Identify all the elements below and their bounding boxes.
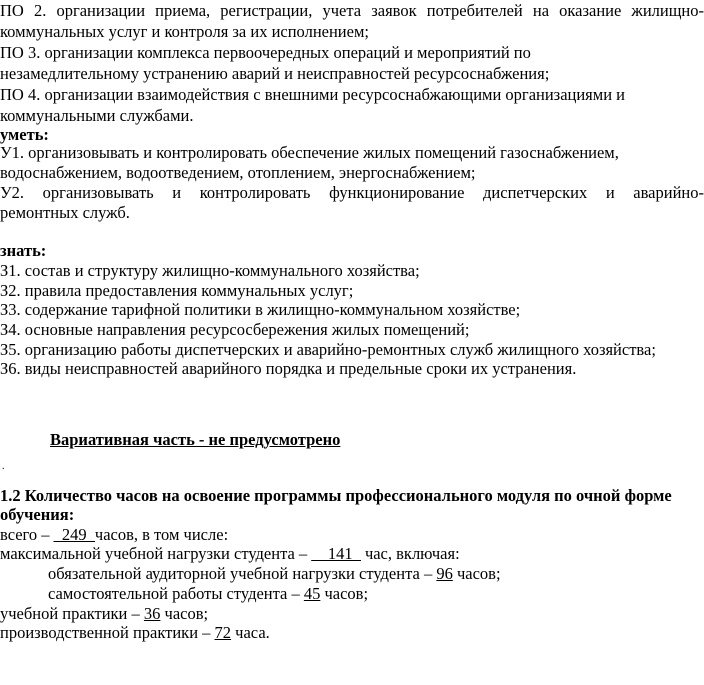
hours-total-suffix: часов, в том числе: xyxy=(94,525,229,544)
hours-auditory-suffix: часов; xyxy=(452,564,501,583)
hours-self-study xyxy=(48,583,368,604)
znat-heading: знать: xyxy=(0,241,47,260)
po4-line-2: коммунальными службами. xyxy=(0,106,194,125)
hours-auditory-label: обязательной аудиторной учебной нагрузки студента – xyxy=(48,564,437,583)
hours-heading-line-2: обучения: xyxy=(0,505,75,524)
hours-practice xyxy=(0,603,208,624)
po2-line-1: ПО 2. организации приема, регистрации, учета заявок потребителей на оказание жилищно- xyxy=(0,1,704,20)
hours-prod-value: 72 xyxy=(214,623,232,642)
u2-line-1: У2. организовывать и контролировать функционирование диспетчерских и аварийно- xyxy=(0,183,704,202)
hours-auditory xyxy=(48,563,501,584)
hours-heading-line-1: 1.2 Количество часов на освоение программы профессионального модуля по очной форме xyxy=(0,486,672,505)
hours-total-label: всего – xyxy=(0,525,54,544)
hours-max-suffix: час, включая: xyxy=(360,544,460,563)
hours-self-label: самостоятельной работы студента – xyxy=(48,584,304,603)
hours-auditory-value: 96 xyxy=(436,564,453,583)
znat-item: З4. основные направления ресурсосбережения жилых помещений; xyxy=(0,320,470,339)
znat-item: З1. состав и структуру жилищно-коммунального хозяйства; xyxy=(0,261,420,280)
znat-item: З6. виды неисправностей аварийного порядка и предельные сроки их устранения. xyxy=(0,359,577,378)
po4-line-1: ПО 4. организации взаимодействия с внешними ресурсоснабжающими организациями и xyxy=(0,85,626,104)
hours-practice-value: 36 xyxy=(143,604,161,623)
u1-line-2: водоснабжением, водоотведением, отоплением, энергоснабжением; xyxy=(0,163,476,182)
hours-prod-suffix: часа. xyxy=(231,623,270,642)
hours-production-practice xyxy=(0,622,270,643)
stray-dot: . xyxy=(2,461,5,472)
hours-prod-label: производственной практики – xyxy=(0,623,215,642)
hours-self-value: 45 xyxy=(303,584,321,603)
u2-line-2: ремонтных служб. xyxy=(0,203,130,222)
umet-heading: уметь: xyxy=(0,125,49,144)
hours-total-value: _249_ xyxy=(53,525,95,544)
variative-part-heading: Вариативная часть - не предусмотрено xyxy=(50,430,341,449)
u1-line-1: У1. организовывать и контролировать обеспечение жилых помещений газоснабжением, xyxy=(0,143,619,162)
po2-line-2: коммунальных услуг и контроля за их исполнением; xyxy=(0,22,369,41)
hours-max-load xyxy=(0,543,460,564)
znat-item: З5. организацию работы диспетчерских и аварийно-ремонтных служб жилищного хозяйства; xyxy=(0,340,656,359)
znat-item: З2. правила предоставления коммунальных услуг; xyxy=(0,281,354,300)
hours-self-suffix: часов; xyxy=(320,584,369,603)
hours-max-label: максимальной учебной нагрузки студента – xyxy=(0,544,312,563)
po3-line-2: незамедлительному устранению аварий и неисправностей ресурсоснабжения; xyxy=(0,64,550,83)
znat-item: З3. содержание тарифной политики в жилищно-коммунальном хозяйстве; xyxy=(0,300,521,319)
hours-practice-suffix: часов; xyxy=(160,604,209,623)
hours-max-value: __141_ xyxy=(311,544,361,563)
hours-practice-label: учебной практики – xyxy=(0,604,144,623)
po3-line-1: ПО 3. организации комплекса первоочередных операций и мероприятий по xyxy=(0,43,531,62)
hours-total xyxy=(0,524,228,545)
